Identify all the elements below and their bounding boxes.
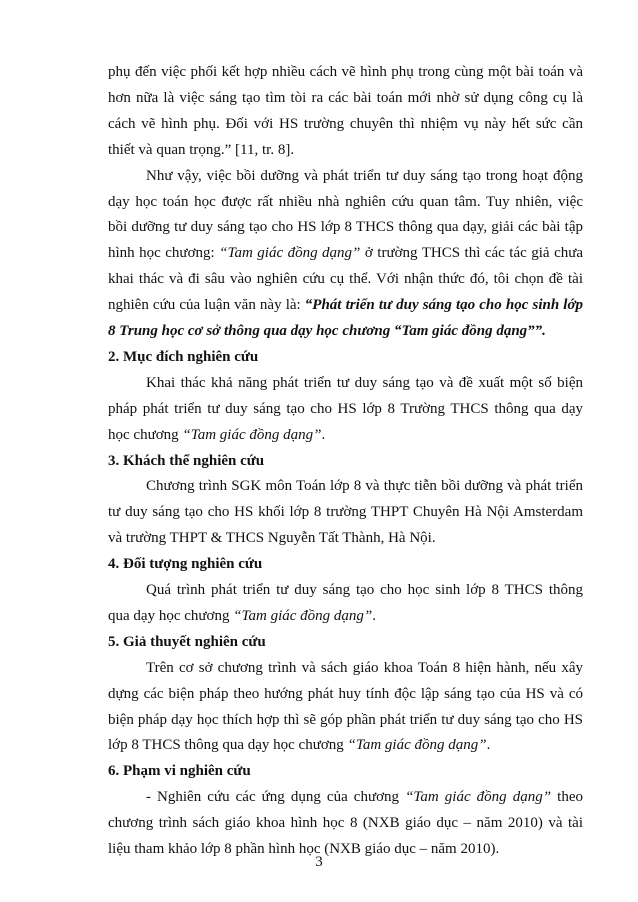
text-run: khai thác và đi sâu vào nghiên cứu cụ thể. Với nhận thức đó, tôi chọn đề tài bbox=[108, 271, 583, 287]
text-run: nghiên cứu của luận văn này là: bbox=[108, 297, 305, 313]
body-text-line bbox=[108, 735, 583, 755]
body-text-line bbox=[146, 658, 583, 678]
body-text-line bbox=[108, 606, 583, 626]
body-text-line bbox=[146, 166, 583, 186]
text-run: tư duy sáng tạo cho HS khối lớp 8 trường THPT Chuyên Hà Nội Amsterdam bbox=[108, 504, 583, 520]
text-run: . bbox=[486, 737, 491, 753]
text-run: 6. Phạm vi nghiên cứu bbox=[108, 763, 251, 779]
italic-chapter-title: “Tam giác đồng dạng” bbox=[233, 608, 373, 624]
body-text-line bbox=[108, 813, 583, 833]
thesis-title: “Phát triển tư duy sáng tạo cho học sinh lớp bbox=[304, 297, 583, 313]
body-text-line bbox=[108, 140, 583, 160]
body-text-line bbox=[146, 787, 583, 807]
text-run: phụ đến việc phối kết hợp nhiều cách vẽ hình phụ trong cùng một bài toán và bbox=[108, 64, 583, 80]
body-text-line bbox=[108, 399, 583, 419]
text-run: dạy học toán học được rất nhiều nhà nghiên cứu quan tâm. Tuy nhiên, việc bbox=[108, 194, 583, 210]
text-run: . bbox=[372, 608, 377, 624]
body-text-line bbox=[108, 192, 583, 212]
section-heading bbox=[108, 761, 583, 781]
text-run: Trên cơ sở chương trình và sách giáo khoa Toán 8 hiện hành, nếu xây bbox=[146, 660, 583, 676]
text-run: chương trình sách giáo khoa hình học 8 (NXB giáo dục – năm 2010) và tài bbox=[108, 815, 583, 831]
body-text-line bbox=[146, 580, 583, 600]
text-run: Như vậy, việc bồi dưỡng và phát triển tư duy sáng tạo trong hoạt động bbox=[146, 168, 583, 184]
page-number: 3 bbox=[315, 854, 323, 870]
text-run: biện pháp dạy học thích hợp thì sẽ góp phần phát triển tư duy sáng tạo cho HS bbox=[108, 712, 583, 728]
section-heading bbox=[108, 554, 583, 574]
body-text-line bbox=[108, 710, 583, 730]
body-text-line bbox=[108, 321, 583, 341]
body-text-line bbox=[108, 62, 583, 82]
text-run: hình học chương: bbox=[108, 245, 220, 261]
text-run: - Nghiên cứu các ứng dụng của chương bbox=[146, 789, 406, 805]
text-run: qua dạy học chương bbox=[108, 608, 234, 624]
text-run: học chương bbox=[108, 427, 183, 443]
text-run: cách vẽ hình phụ. Đối với HS trường chuyên thì nhiệm vụ này hết sức cần bbox=[108, 116, 583, 132]
body-text-line bbox=[108, 528, 583, 548]
text-run: bồi dưỡng tư duy sáng tạo cho HS lớp 8 THCS thông qua dạy, giải các bài tập bbox=[108, 219, 583, 235]
italic-chapter-title: “Tam giác đồng dạng” bbox=[347, 737, 487, 753]
body-text-line bbox=[108, 114, 583, 134]
text-run: Quá trình phát triển tư duy sáng tạo cho học sinh lớp 8 THCS thông bbox=[146, 582, 583, 598]
body-text-line bbox=[146, 373, 583, 393]
text-run: Chương trình SGK môn Toán lớp 8 và thực tiễn bồi dưỡng và phát triển bbox=[146, 478, 583, 494]
body-text-line bbox=[108, 243, 583, 263]
italic-chapter-title: “Tam giác đồng dạng” bbox=[182, 427, 322, 443]
body-text-line bbox=[108, 269, 583, 289]
text-run: liệu tham khảo lớp 8 phần hình học (NXB giáo dục – năm 2010). bbox=[108, 841, 500, 857]
text-run: và trường THPT & THCS Nguyễn Tất Thành, Hà Nội. bbox=[108, 530, 436, 546]
body-text-line bbox=[146, 476, 583, 496]
section-heading bbox=[108, 451, 583, 471]
thesis-title: 8 Trung học cơ sở thông qua dạy học chương “Tam giác đồng dạng””. bbox=[108, 323, 546, 339]
italic-chapter-title: “Tam giác đồng dạng” bbox=[219, 245, 361, 261]
body-text-line bbox=[108, 295, 583, 315]
body-text-line bbox=[108, 217, 583, 237]
text-run: ở trường THCS thì các tác giả chưa bbox=[360, 245, 584, 261]
text-run: dựng các biện pháp theo hướng phát huy tính độc lập sáng tạo của HS và có bbox=[108, 686, 583, 702]
text-run: lớp 8 THCS thông qua dạy học chương bbox=[108, 737, 348, 753]
text-run: pháp phát triển tư duy sáng tạo cho HS lớp 8 Trường THCS thông qua dạy bbox=[108, 401, 583, 417]
body-text-line bbox=[108, 684, 583, 704]
text-run: hơn nữa là việc sáng tạo tìm tòi ra các bài toán mới nhờ sử dụng công cụ là bbox=[108, 90, 583, 106]
section-heading bbox=[108, 632, 583, 652]
text-run: theo bbox=[551, 789, 583, 805]
text-run: . bbox=[321, 427, 326, 443]
text-run: 2. Mục đích nghiên cứu bbox=[108, 349, 259, 365]
text-run: 5. Giả thuyết nghiên cứu bbox=[108, 634, 266, 650]
body-text-line bbox=[108, 502, 583, 522]
body-text-line bbox=[108, 425, 583, 445]
text-run: Khai thác khả năng phát triển tư duy sáng tạo và đề xuất một số biện bbox=[146, 375, 583, 391]
body-text-line bbox=[108, 88, 583, 108]
italic-chapter-title: “Tam giác đồng dạng” bbox=[405, 789, 552, 805]
section-heading bbox=[108, 347, 583, 367]
text-run: 4. Đối tượng nghiên cứu bbox=[108, 556, 263, 572]
text-run: 3. Khách thể nghiên cứu bbox=[108, 453, 265, 469]
text-run: thiết và quan trọng.” [11, tr. 8]. bbox=[108, 142, 295, 158]
